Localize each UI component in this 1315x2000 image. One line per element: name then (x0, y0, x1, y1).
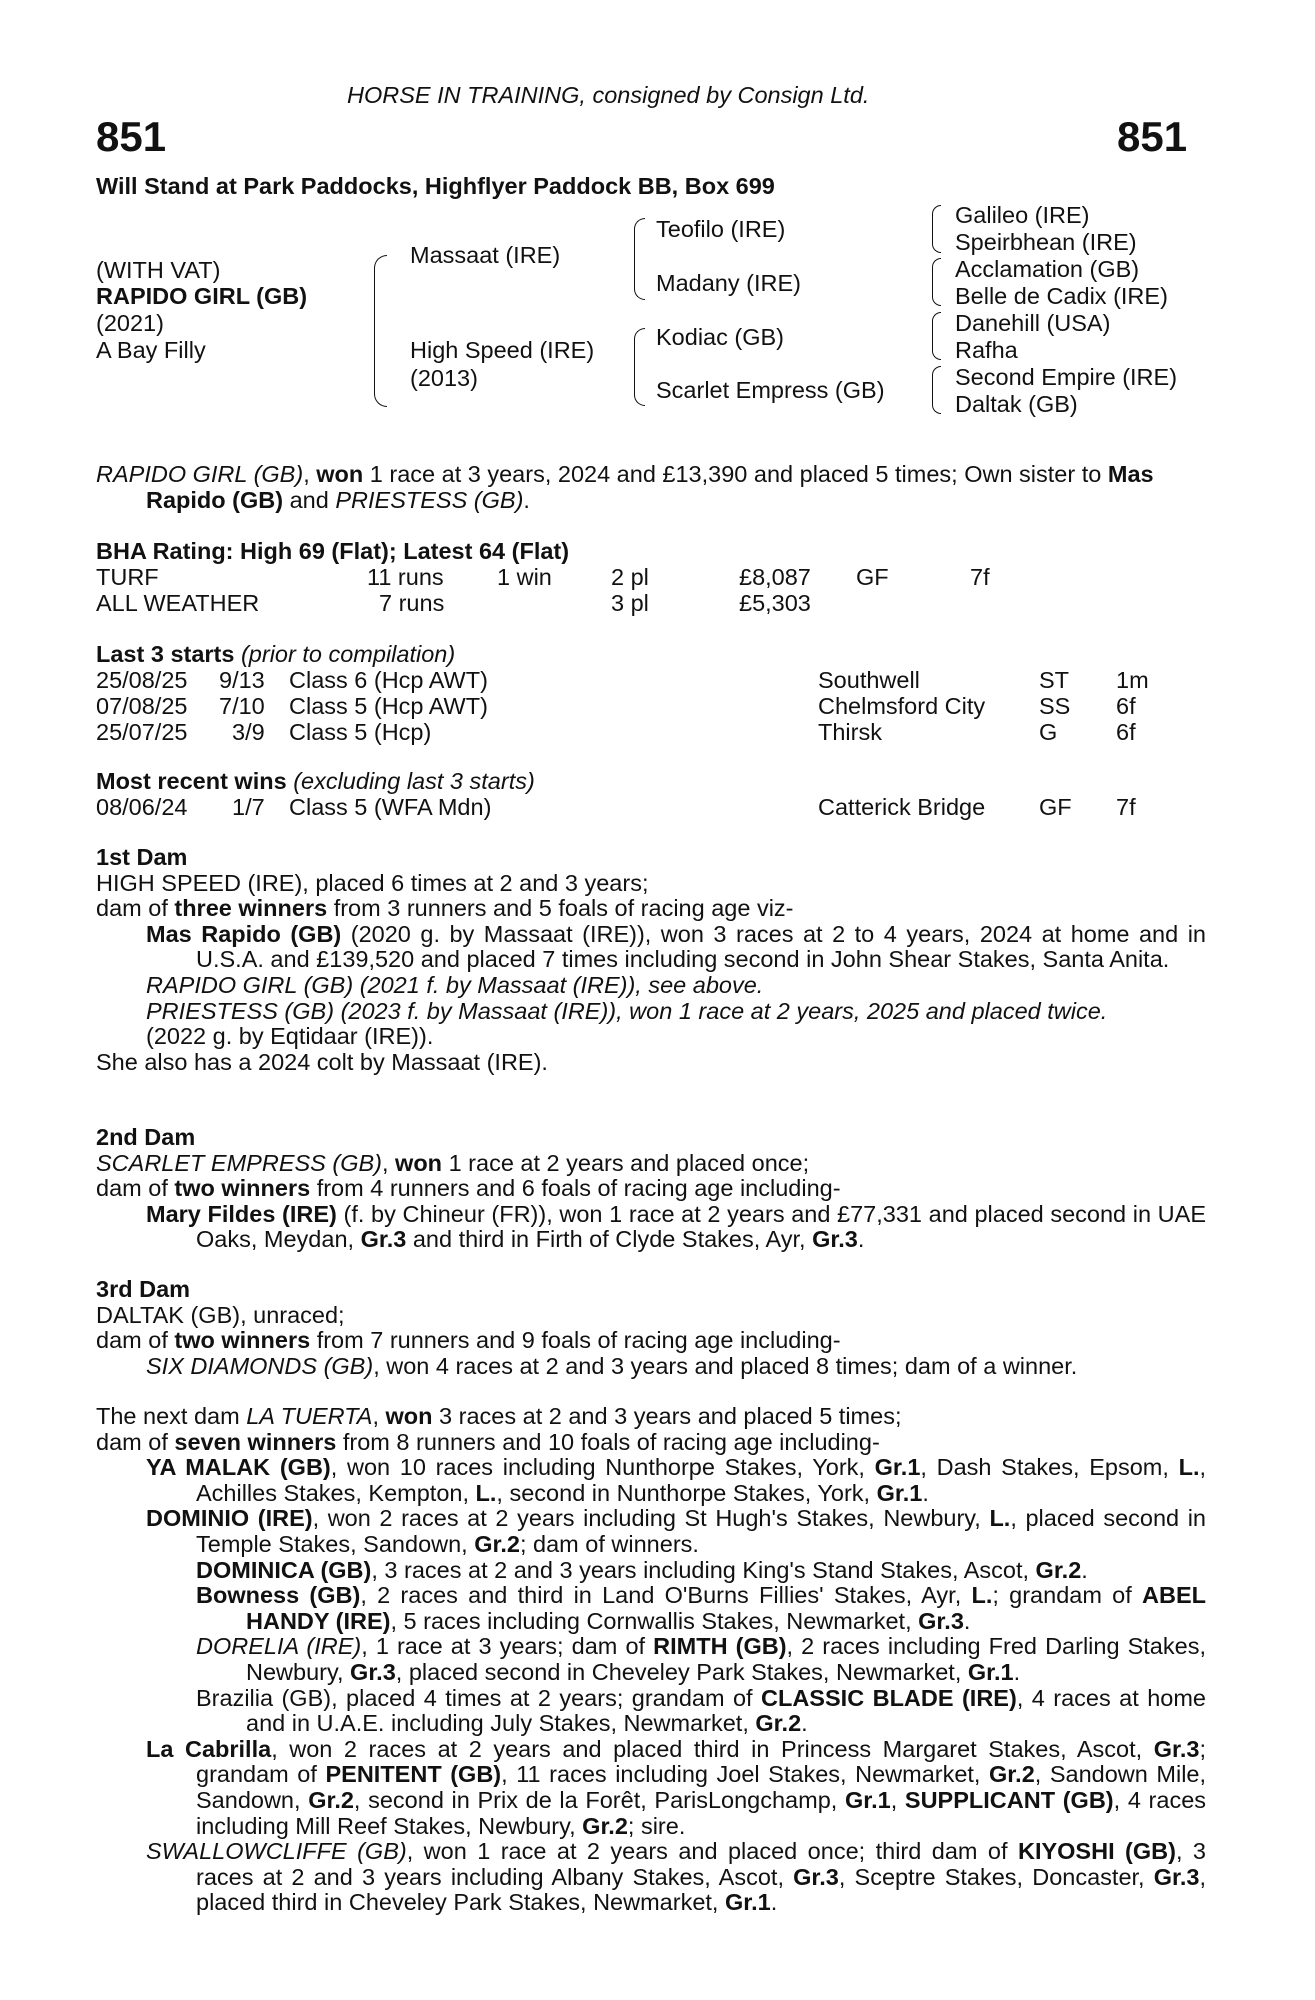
produce-dorelia (96, 1634, 1206, 1685)
text-run: , 2 races and third in Land O'Burns Fillies' Stakes, Ayr, (360, 1582, 972, 1609)
next-dam-section (96, 1404, 1206, 1916)
grade: Gr.3 (1153, 1735, 1200, 1762)
rating-prize: £8,087 (739, 564, 811, 590)
summary-sibling-1: Mas Rapido (GB) (146, 461, 1154, 513)
pedigree-brace-g2 (932, 258, 941, 306)
text-run: dam of (96, 1428, 175, 1455)
produce-name: DORELIA (IRE) (196, 1633, 362, 1660)
text-run: . (963, 1607, 971, 1634)
text-run: , second in Prix de la Forêt, ParisLongchamp, (353, 1786, 845, 1813)
grade: Gr.2 (989, 1761, 1035, 1788)
produce-dominica (96, 1558, 1206, 1584)
start-course: Chelmsford City (818, 693, 986, 719)
produce-ya-malak (96, 1455, 1206, 1506)
first-dam-section (96, 845, 1206, 1075)
first-dam-line-2 (96, 896, 1206, 922)
win-distance: 7f (1116, 794, 1136, 820)
win-going: GF (1039, 794, 1072, 820)
summary-won: won (316, 461, 364, 487)
text-run: , Sandown Mile, Sandown, (196, 1761, 1207, 1813)
grade: Gr.3 (812, 1226, 858, 1253)
grade: L. (475, 1479, 497, 1506)
pedigree-sire: Massaat (IRE) (410, 242, 561, 268)
pedigree-brace-g4 (932, 366, 941, 414)
recent-wins-title: Most recent wins (96, 768, 287, 794)
text-run: , placed third in Cheveley Park Stakes, Newmarket, (196, 1863, 1206, 1916)
won-label: won (385, 1403, 433, 1429)
third-dam-title: 3rd Dam (96, 1276, 191, 1302)
produce-name: YA MALAK (GB) (146, 1454, 331, 1481)
produce-six-diamonds (96, 1354, 1206, 1380)
start-position: 7/10 (219, 693, 265, 719)
grade: Gr.3 (350, 1658, 396, 1685)
text-run: , (372, 1403, 386, 1429)
rating-prize: £5,303 (739, 590, 811, 616)
pedigree-gg-2: Speirbhean (IRE) (955, 229, 1137, 255)
grade: L. (989, 1505, 1011, 1532)
winners-count: seven winners (174, 1428, 337, 1455)
produce-mas-rapido (96, 922, 1206, 973)
grade: Gr.3 (1153, 1863, 1200, 1890)
grade: Gr.2 (308, 1786, 354, 1813)
grade: Gr.1 (724, 1889, 771, 1916)
pedigree-brace-main (374, 255, 387, 407)
text-run: , (381, 1149, 396, 1176)
grade: Gr.1 (844, 1786, 891, 1813)
text-run: dam of (96, 895, 175, 922)
text-run: . (1013, 1658, 1021, 1685)
grade: Gr.3 (918, 1607, 964, 1634)
text-run: dam of (96, 1175, 175, 1202)
rating-runs: 11 runs (367, 564, 444, 590)
win-position: 1/7 (232, 794, 265, 820)
start-course: Thirsk (818, 719, 882, 745)
text-run: ; dam of winners. (519, 1530, 699, 1557)
produce-mary-fildes (96, 1202, 1206, 1253)
won-label: won (395, 1149, 443, 1176)
text-run: from 3 runners and 5 foals of racing age viz- (327, 895, 794, 922)
dam-name: LA TUERTA (246, 1403, 373, 1429)
first-dam-title: 1st Dam (96, 844, 188, 870)
summary-end: . (523, 486, 530, 513)
grade: Gr.2 (1035, 1556, 1082, 1583)
produce-dominio (96, 1506, 1206, 1557)
text-run: 3 races at 2 and 3 years and placed 5 times; (432, 1403, 902, 1429)
text-run: , second in Nunthorpe Stakes, York, (496, 1479, 877, 1506)
third-dam-line-2 (96, 1328, 1206, 1354)
rating-going: GF (856, 564, 889, 590)
produce-brazilia (96, 1686, 1206, 1737)
text-run: , won 10 races including Nunthorpe Stakes, York, (330, 1454, 875, 1481)
bha-rating-title: BHA Rating: High 69 (Flat); Latest 64 (Flat) (96, 538, 570, 564)
start-date: 25/08/25 (96, 667, 188, 693)
produce-name: SUPPLICANT (GB) (904, 1786, 1114, 1813)
produce-name: SWALLOWCLIFFE (GB) (146, 1838, 407, 1865)
grade: Gr.2 (755, 1710, 802, 1737)
text-run: ; grandam of (992, 1582, 1143, 1609)
start-distance: 1m (1116, 667, 1149, 693)
text-run: ; grandam of (196, 1735, 1207, 1788)
pedigree-dam-year: (2013) (410, 365, 478, 391)
text-run: . (857, 1226, 865, 1253)
pedigree-brace-g3 (932, 312, 941, 360)
pedigree-dam: High Speed (IRE) (410, 337, 595, 363)
text-run: , 4 races including Mill Reef Stakes, Newbury, (196, 1786, 1207, 1839)
rating-surface: TURF (96, 564, 159, 590)
start-course: Southwell (818, 667, 920, 693)
produce-name: Mary Fildes (IRE) (146, 1200, 337, 1227)
text-run: dam of (96, 1327, 175, 1354)
third-dam-section (96, 1277, 1206, 1379)
pedigree-gg-1: Galileo (IRE) (955, 202, 1090, 228)
start-race: Class 5 (Hcp AWT) (289, 693, 488, 719)
summary-name: RAPIDO GIRL (GB) (96, 461, 304, 487)
vat-status: (WITH VAT) (96, 257, 221, 283)
win-course: Catterick Bridge (818, 794, 986, 820)
grade: Gr.3 (793, 1863, 839, 1890)
produce-name: CLASSIC BLADE (IRE) (761, 1684, 1017, 1711)
rating-surface: ALL WEATHER (96, 590, 260, 616)
text-run: ; sire. (627, 1812, 686, 1839)
first-dam-line-1: HIGH SPEED (IRE), placed 6 times at 2 and 3 years; (96, 869, 649, 896)
start-distance: 6f (1116, 719, 1136, 745)
text-run: , 3 races at 2 and 3 years including King's Stand Stakes, Ascot, (371, 1556, 1036, 1583)
win-race: Class 5 (WFA Mdn) (289, 794, 492, 820)
grade: L. (971, 1582, 993, 1609)
pedigree-brace-dam (634, 328, 645, 406)
produce-unnamed: (2022 g. by Eqtidaar (IRE)). (146, 1023, 434, 1050)
text-run: , 5 races including Cornwallis Stakes, Newmarket, (390, 1607, 919, 1634)
text-run: Brazilia (GB), placed 4 times at 2 years; grandam of (196, 1684, 762, 1711)
grade: L. (1178, 1454, 1200, 1481)
pedigree-gg-4: Belle de Cadix (IRE) (955, 283, 1168, 309)
produce-name: SIX DIAMONDS (GB) (146, 1352, 374, 1379)
lot-number-right: 851 (1117, 113, 1188, 160)
pedigree-brace-g1 (932, 205, 941, 253)
next-dam-line-2 (96, 1430, 1206, 1456)
produce-name: Mas Rapido (GB) (146, 920, 342, 947)
recent-wins-note: (excluding last 3 starts) (293, 768, 535, 794)
rating-wins: 1 win (497, 564, 552, 590)
produce-text: (2020 g. by Massaat (IRE)), won 3 races at 2 to 4 years, 2024 at home and in U.S.A. and £139,520 and placed 7 times including second in John Shear Stakes, Santa Anita. (196, 920, 1206, 973)
produce-name: RIMTH (GB) (653, 1633, 787, 1660)
produce-name: KIYOSHI (GB) (1017, 1838, 1176, 1865)
text-run: , 4 races at home and in U.A.E. including July Stakes, Newmarket, (246, 1684, 1206, 1737)
text-run: from 4 runners and 6 foals of racing age including- (310, 1175, 841, 1202)
grade: Gr.3 (360, 1226, 407, 1253)
produce-name: PENITENT (GB) (325, 1761, 502, 1788)
pedigree-dam-dam: Scarlet Empress (GB) (656, 377, 885, 403)
produce-name: ABEL HANDY (IRE) (246, 1582, 1206, 1634)
win-date: 08/06/24 (96, 794, 188, 820)
summary-sibling-2: PRIESTESS (GB) (335, 486, 524, 513)
text-run: . (801, 1710, 808, 1737)
text-run: , 11 races including Joel Stakes, Newmarket, (501, 1761, 990, 1788)
pedigree-gg-3: Acclamation (GB) (955, 256, 1140, 282)
rating-distance: 7f (970, 564, 990, 590)
start-date: 25/07/25 (96, 719, 188, 745)
text-run: , 1 race at 3 years; dam of (361, 1633, 654, 1660)
text-run: , 3 races at 2 and 3 years including Albany Stakes, Ascot, (196, 1838, 1206, 1890)
produce-bowness (96, 1583, 1206, 1634)
text-run: from 7 runners and 9 foals of racing age including- (310, 1327, 841, 1354)
last-3-note: (prior to compilation) (240, 641, 456, 667)
grade: Gr.1 (874, 1454, 921, 1481)
next-dam-line-1 (96, 1404, 1206, 1430)
text-run: , won 4 races at 2 and 3 years and placed 8 times; dam of a winner. (373, 1352, 1078, 1379)
produce-name: DOMINIO (IRE) (146, 1505, 313, 1532)
text-run: from 8 runners and 10 foals of racing age including- (336, 1428, 880, 1455)
start-going: ST (1039, 667, 1070, 693)
pedigree-dam-sire: Kodiac (GB) (656, 324, 784, 350)
text-run: , won 2 races at 2 years including St Hugh's Stakes, Newbury, (312, 1505, 990, 1532)
start-position: 3/9 (232, 719, 265, 745)
start-position: 9/13 (219, 667, 265, 693)
text-run: 1 race at 2 years and placed once; (442, 1149, 810, 1176)
produce-name: La Cabrilla (146, 1735, 272, 1762)
text-run: , 2 races including Fred Darling Stakes, Newbury, (246, 1633, 1206, 1685)
third-dam-line-1: DALTAK (GB), unraced; (96, 1301, 345, 1328)
produce-swallowcliffe (96, 1839, 1206, 1916)
text-run: , Achilles Stakes, Kempton, (196, 1454, 1207, 1506)
pedigree-sire-dam: Madany (IRE) (656, 270, 801, 296)
text-run: . (1081, 1556, 1088, 1583)
text-run: , won 2 races at 2 years and placed third in Princess Margaret Stakes, Ascot, (271, 1735, 1154, 1762)
text-run: The next dam (96, 1403, 247, 1429)
start-race: Class 5 (Hcp) (289, 719, 432, 745)
pedigree-gg-7: Second Empire (IRE) (955, 364, 1178, 390)
text-run: , placed second in Temple Stakes, Sandown, (196, 1505, 1206, 1557)
race-summary: RAPIDO GIRL (GB), won 1 race at 3 years, 2024 and £13,390 and placed 5 times; Own sister to Mas Rapido (GB) and PRIESTESS (GB). (96, 461, 1154, 513)
stand-location: Will Stand at Park Paddocks, Highflyer Paddock BB, Box 699 (96, 173, 775, 199)
second-dam-line-2 (96, 1176, 1206, 1202)
second-dam-title: 2nd Dam (96, 1124, 196, 1150)
winners-count: two winners (174, 1327, 311, 1354)
produce-name: DOMINICA (GB) (196, 1556, 372, 1583)
winners-count: two winners (174, 1175, 311, 1202)
text-run: . (770, 1889, 778, 1916)
text-run: and third in Firth of Clyde Stakes, Ayr, (406, 1226, 813, 1253)
text-run: , Dash Stakes, Epsom, (920, 1454, 1179, 1481)
last-3-title-line (96, 641, 455, 667)
horse-name: RAPIDO GIRL (GB) (96, 283, 308, 309)
start-distance: 6f (1116, 693, 1136, 719)
start-going: SS (1039, 693, 1071, 719)
pedigree-sire-sire: Teofilo (IRE) (656, 216, 786, 242)
rating-placed: 2 pl (611, 564, 649, 590)
dam-name: SCARLET EMPRESS (GB) (96, 1149, 382, 1176)
lot-number-left: 851 (96, 113, 167, 160)
start-date: 07/08/25 (96, 693, 188, 719)
summary-text: 1 race at 3 years, 2024 and £13,390 and placed 5 times; Own sister to (363, 461, 1102, 487)
rating-placed: 3 pl (611, 590, 649, 616)
start-race: Class 6 (Hcp AWT) (289, 667, 488, 693)
grade: Gr.1 (967, 1658, 1014, 1685)
winners-count: three winners (174, 895, 328, 922)
text-run: (f. by Chineur (FR)), won 1 race at 2 years and £77,331 and placed second in UAE Oaks, Meydan, (196, 1200, 1207, 1253)
first-dam-line-3: She also has a 2024 colt by Massaat (IRE). (96, 1048, 548, 1075)
produce-rapido-girl: RAPIDO GIRL (GB) (2021 f. by Massaat (IRE)), see above. (146, 971, 764, 998)
rating-runs: 7 runs (379, 590, 445, 616)
produce-la-cabrilla (96, 1737, 1206, 1839)
second-dam-line-1 (96, 1151, 1206, 1177)
grade: Gr.2 (474, 1530, 520, 1557)
text-run: , (890, 1786, 905, 1813)
pedigree-brace-sire (634, 218, 645, 300)
pedigree-gg-8: Daltak (GB) (955, 391, 1078, 417)
produce-priestess: PRIESTESS (GB) (2023 f. by Massaat (IRE)), won 1 race at 2 years, 2025 and placed twice. (146, 997, 1108, 1024)
pedigree-gg-5: Danehill (USA) (955, 310, 1111, 336)
produce-name: Bowness (GB) (196, 1582, 361, 1609)
recent-wins-title-line (96, 768, 535, 794)
text-run: . (922, 1479, 929, 1506)
horse-year: (2021) (96, 310, 164, 336)
last-3-title: Last 3 starts (96, 641, 235, 667)
summary-and: and (283, 486, 336, 513)
pedigree-gg-6: Rafha (955, 337, 1018, 363)
grade: Gr.1 (876, 1479, 923, 1506)
text-run: , Sceptre Stakes, Doncaster, (838, 1863, 1154, 1890)
consignment-line: HORSE IN TRAINING, consigned by Consign Ltd. (347, 82, 870, 108)
start-going: G (1039, 719, 1058, 745)
horse-description: A Bay Filly (96, 337, 206, 363)
second-dam-section (96, 1125, 1206, 1253)
text-run: , won 1 race at 2 years and placed once; third dam of (406, 1838, 1018, 1865)
text-run: , placed second in Cheveley Park Stakes, Newmarket, (395, 1658, 968, 1685)
grade: Gr.2 (582, 1812, 628, 1839)
